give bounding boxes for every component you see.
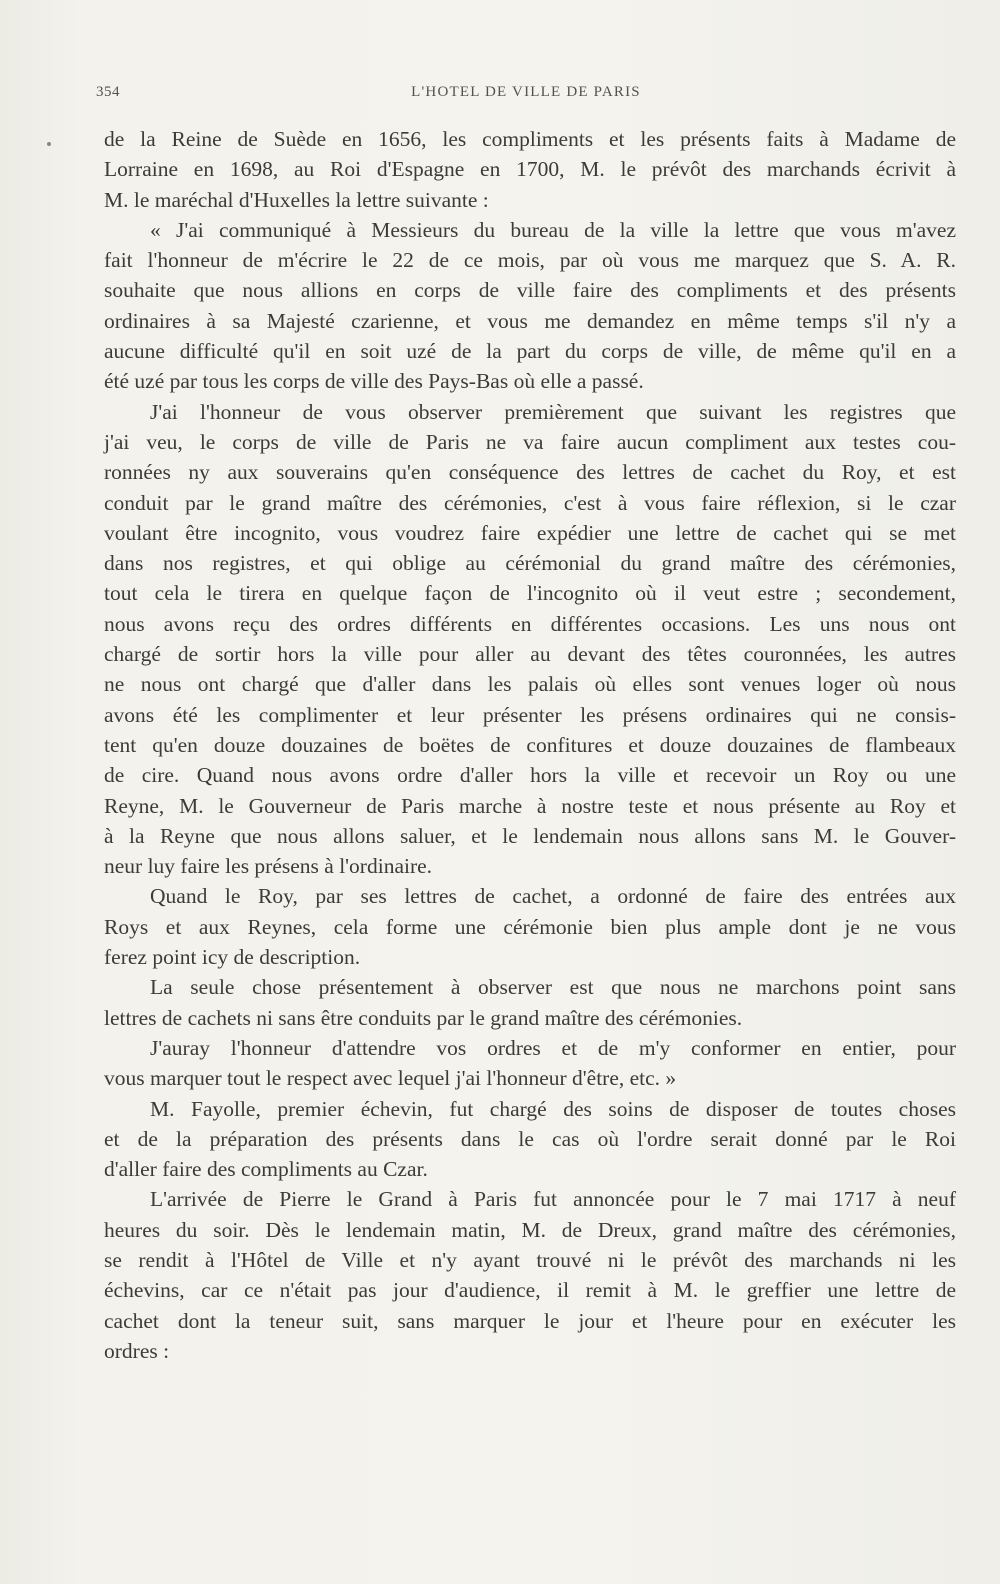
text-line: J'ai l'honneur de vous observer premièrement que suivant les registres que [150, 399, 956, 424]
text-line: Quand le Roy, par ses lettres de cachet, a ordonné de faire des entrées aux [150, 884, 956, 909]
text-line: échevins, car ce n'était pas jour d'audience, il remit à M. le greffier une lettre de [104, 1278, 956, 1303]
text-line: à la Reyne que nous allons saluer, et le lendemain nous allons sans M. le Gouver- [104, 823, 956, 848]
text-line: avons été les complimenter et leur présenter les présens ordinaires qui ne consis- [104, 702, 956, 727]
text-line: été uzé par tous les corps de ville des Pays-Bas où elle a passé. [104, 369, 644, 394]
text-line: tent qu'en douze douzaines de boëtes de confitures et douze douzaines de flambeaux [104, 732, 956, 757]
text-line: « J'ai communiqué à Messieurs du bureau de la ville la lettre que vous m'avez [150, 217, 956, 242]
text-line: La seule chose présentement à observer est que nous ne marchons point sans [150, 975, 956, 1000]
text-line: j'ai veu, le corps de ville de Paris ne va faire aucun compliment aux testes cou- [104, 429, 956, 454]
text-line: ferez point icy de description. [104, 945, 361, 970]
text-line: dans nos registres, et qui oblige au cérémonial du grand maître des cérémonies, [104, 551, 956, 576]
text-line: lettres de cachets ni sans être conduits par le grand maître des cérémonies. [104, 1005, 743, 1030]
text-line: fait l'honneur de m'écrire le 22 de ce mois, par où vous me marquez que S. A. R. [104, 248, 956, 273]
text-line: vous marquer tout le respect avec lequel j'ai l'honneur d'être, etc. » [104, 1066, 677, 1091]
text-line: heures du soir. Dès le lendemain matin, M. de Dreux, grand maître des cérémonies, [104, 1217, 956, 1242]
text-line: voulant être incognito, vous voudrez faire expédier une lettre de cachet qui se met [104, 520, 956, 545]
text-line: ne nous ont chargé que d'aller dans les palais où elles sont venues loger où nous [104, 672, 956, 697]
text-line: M. le maréchal d'Huxelles la lettre suivante : [104, 187, 489, 212]
text-line: chargé de sortir hors la ville pour aller au devant des têtes couronnées, les autres [104, 642, 956, 667]
text-line: conduit par le grand maître des cérémonies, c'est à vous faire réflexion, si le czar [104, 490, 956, 515]
text-line: Roys et aux Reynes, cela forme une cérémonie bien plus ample dont je ne vous [104, 914, 956, 939]
running-title: L'HOTEL DE VILLE DE PARIS [411, 84, 641, 100]
text-line: tout cela le tirera en quelque façon de l'incognito où il veut estre ; secondement, [104, 581, 956, 606]
text-line: se rendit à l'Hôtel de Ville et n'y ayant trouvé ni le prévôt des marchands ni les [104, 1247, 956, 1272]
text-line: ordinaires à sa Majesté czarienne, et vous me demandez en même temps s'il n'y a [104, 308, 956, 333]
text-line: ronnées ny aux souverains qu'en conséquence des lettres de cachet du Roy, et est [104, 460, 956, 485]
running-head [96, 84, 956, 108]
text-line: de cire. Quand nous avons ordre d'aller hors la ville et recevoir un Roy ou une [104, 763, 956, 788]
text-line: souhaite que nous allions en corps de ville faire des compliments et des présents [104, 278, 956, 303]
body-text [104, 124, 956, 1366]
text-line: J'auray l'honneur d'attendre vos ordres et de m'y conformer en entier, pour [150, 1035, 956, 1060]
text-line: nous avons reçu des ordres différents en différentes occasions. Les uns nous ont [104, 611, 956, 636]
text-line: L'arrivée de Pierre le Grand à Paris fut annoncée pour le 7 mai 1717 à neuf [150, 1187, 956, 1212]
text-line: d'aller faire des compliments au Czar. [104, 1157, 428, 1182]
text-line: aucune difficulté qu'il en soit uzé de la part du corps de ville, de même qu'il en a [104, 339, 956, 364]
text-line: cachet dont la teneur suit, sans marquer le jour et l'heure pour en exécuter les [104, 1308, 956, 1333]
page-number: 354 [96, 84, 120, 100]
text-line: de la Reine de Suède en 1656, les compliments et les présents faits à Madame de [104, 127, 956, 151]
margin-speck [47, 142, 51, 146]
text-line: et de la préparation des présents dans le cas où l'ordre serait donné par le Roi [104, 1126, 956, 1151]
text-line: Lorraine en 1698, au Roi d'Espagne en 1700, M. le prévôt des marchands écrivit à [104, 157, 956, 182]
text-line: Reyne, M. le Gouverneur de Paris marche à nostre teste et nous présente au Roy et [104, 793, 956, 818]
text-line: neur luy faire les présens à l'ordinaire. [104, 854, 433, 879]
text-line: ordres : [104, 1338, 170, 1363]
text-line: M. Fayolle, premier échevin, fut chargé des soins de disposer de toutes choses [150, 1096, 956, 1121]
